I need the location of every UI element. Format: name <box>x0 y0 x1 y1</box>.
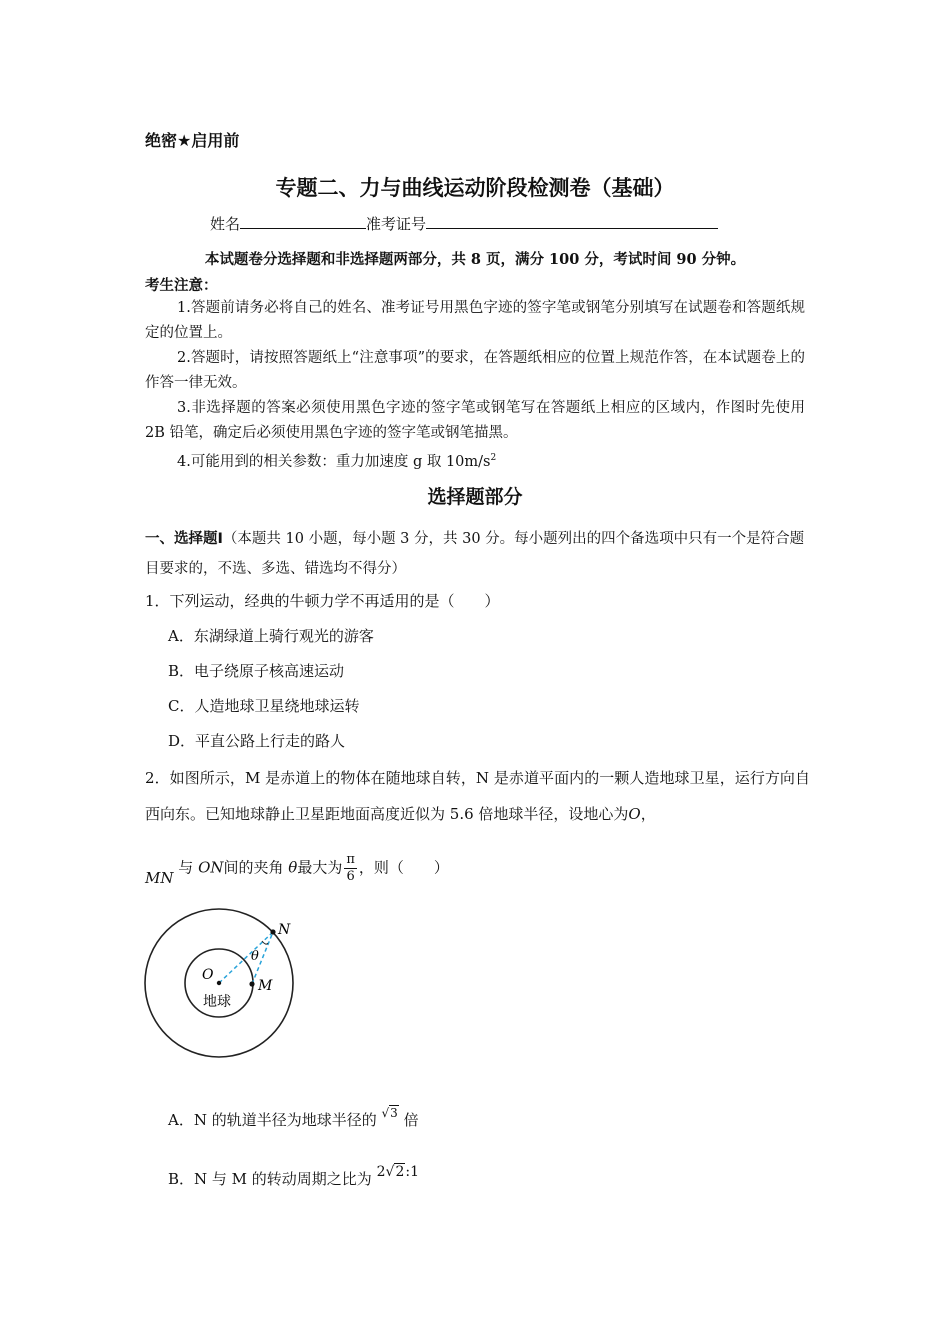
part1-header <box>145 524 810 584</box>
exam-id-label: 准考证号 <box>366 215 427 233</box>
q2-on-var: ON <box>198 858 224 877</box>
orbit-diagram <box>140 905 300 1065</box>
ratio-expr: 2√2:1 <box>376 1164 419 1180</box>
q1-option-d[interactable]: D．平直公路上行走的路人 <box>168 732 346 750</box>
q2-mn-var: MN <box>145 868 174 887</box>
note-item-3: 3.非选择题的答案必须使用黑色字迹的签字笔或钢笔写在答题纸上相应的区域内，作图时先使用 2B 铅笔，确定后必须使用黑色字迹的签字笔或钢笔描黑。 <box>145 400 805 441</box>
q2-cond-end: ，则（ ） <box>358 858 449 877</box>
label-o: O <box>202 967 214 983</box>
label-theta: θ <box>251 949 259 964</box>
label-m: M <box>258 978 273 994</box>
candidate-info-line <box>210 213 718 234</box>
part1-head: 一、选择题Ⅰ <box>145 531 223 547</box>
q2-stem <box>145 760 810 832</box>
page-title: 专题二、力与曲线运动阶段检测卷（基础） <box>275 176 675 200</box>
q2-frac-num: π <box>346 852 355 867</box>
sqrt-3-value: 3 <box>390 1106 398 1120</box>
label-n: N <box>278 922 291 938</box>
sqrt-3: √3 <box>381 1106 398 1120</box>
q2-o-var: O <box>628 805 641 823</box>
q2-stem-end: ， <box>640 805 656 823</box>
note-item-1: 1.答题前请务必将自己的姓名、准考证号用黑色字迹的签字笔或钢笔分别填写在试题卷和答题纸规定的位置上。 <box>145 300 805 341</box>
q1-option-a[interactable]: A．东湖绿道上骑行观光的游客 <box>168 627 374 645</box>
part1-desc: （本题共 10 小题，每小题 3 分，共 30 分。每小题列出的四个备选项中只有一个是符合题目要求的，不选、多选、错选均不得分） <box>145 531 805 577</box>
name-blank[interactable] <box>240 214 366 229</box>
note-item-2: 2.答题时，请按照答题纸上“注意事项”的要求，在答题纸相应的位置上规范作答，在本试题卷上的作答一律无效。 <box>145 350 805 391</box>
point-m <box>249 981 254 986</box>
name-label: 姓名 <box>210 215 241 233</box>
label-earth: 地球 <box>203 994 231 1010</box>
q2-option-a[interactable] <box>168 1106 419 1130</box>
q2-theta-var: θ <box>288 858 298 877</box>
q1-stem: 1．下列运动，经典的牛顿力学不再适用的是（ ） <box>145 592 500 610</box>
q1-option-b[interactable]: B．电子绕原子核高速运动 <box>168 662 345 680</box>
ratio-coef: 2 <box>376 1164 386 1180</box>
q2-stem-text: 2．如图所示，M 是赤道上的物体在随地球自转，N 是赤道平面内的一颗人造地球卫星，运行方向自西向东。已知地球静止卫星距地面高度近似为 5.6 倍地球半径，设地心为 <box>145 769 810 823</box>
ratio-sqrt-value: 2 <box>395 1164 405 1180</box>
note-item-4-text: 4.可能用到的相关参数：重力加速度 g 取 10m/s <box>177 453 491 470</box>
section-title: 选择题部分 <box>427 486 523 508</box>
q2-cond-mid2: 间的夹角 <box>223 858 284 877</box>
q2-option-a-end: 倍 <box>403 1111 419 1129</box>
q2-option-b[interactable] <box>168 1164 419 1189</box>
q2-cond-mid: 与 <box>178 858 194 877</box>
note-item-4 <box>145 446 805 475</box>
line-on <box>219 932 273 983</box>
secret-label: 绝密★启用前 <box>145 131 240 150</box>
point-o <box>217 981 221 985</box>
q2-option-a-text: A．N 的轨道半径为地球半径的 <box>168 1111 377 1129</box>
q2-fraction <box>344 852 357 885</box>
ratio-end: :1 <box>405 1164 419 1180</box>
q2-frac-den: 6 <box>346 869 355 884</box>
q2-condition <box>145 852 449 885</box>
point-n <box>270 929 275 934</box>
q2-cond-mid3: 最大为 <box>297 858 343 877</box>
notes-title: 考生注意： <box>145 277 218 294</box>
theta-arc <box>262 941 268 944</box>
q2-option-b-text: B．N 与 M 的转动周期之比为 <box>168 1170 372 1188</box>
note-item-4-sup: 2 <box>490 453 497 463</box>
exam-id-blank[interactable] <box>426 214 718 229</box>
q1-option-c[interactable]: C．人造地球卫星绕地球运转 <box>168 697 360 715</box>
exam-intro: 本试题卷分选择题和非选择题两部分，共 8 页，满分 100 分，考试时间 90 分钟。 <box>204 251 746 268</box>
